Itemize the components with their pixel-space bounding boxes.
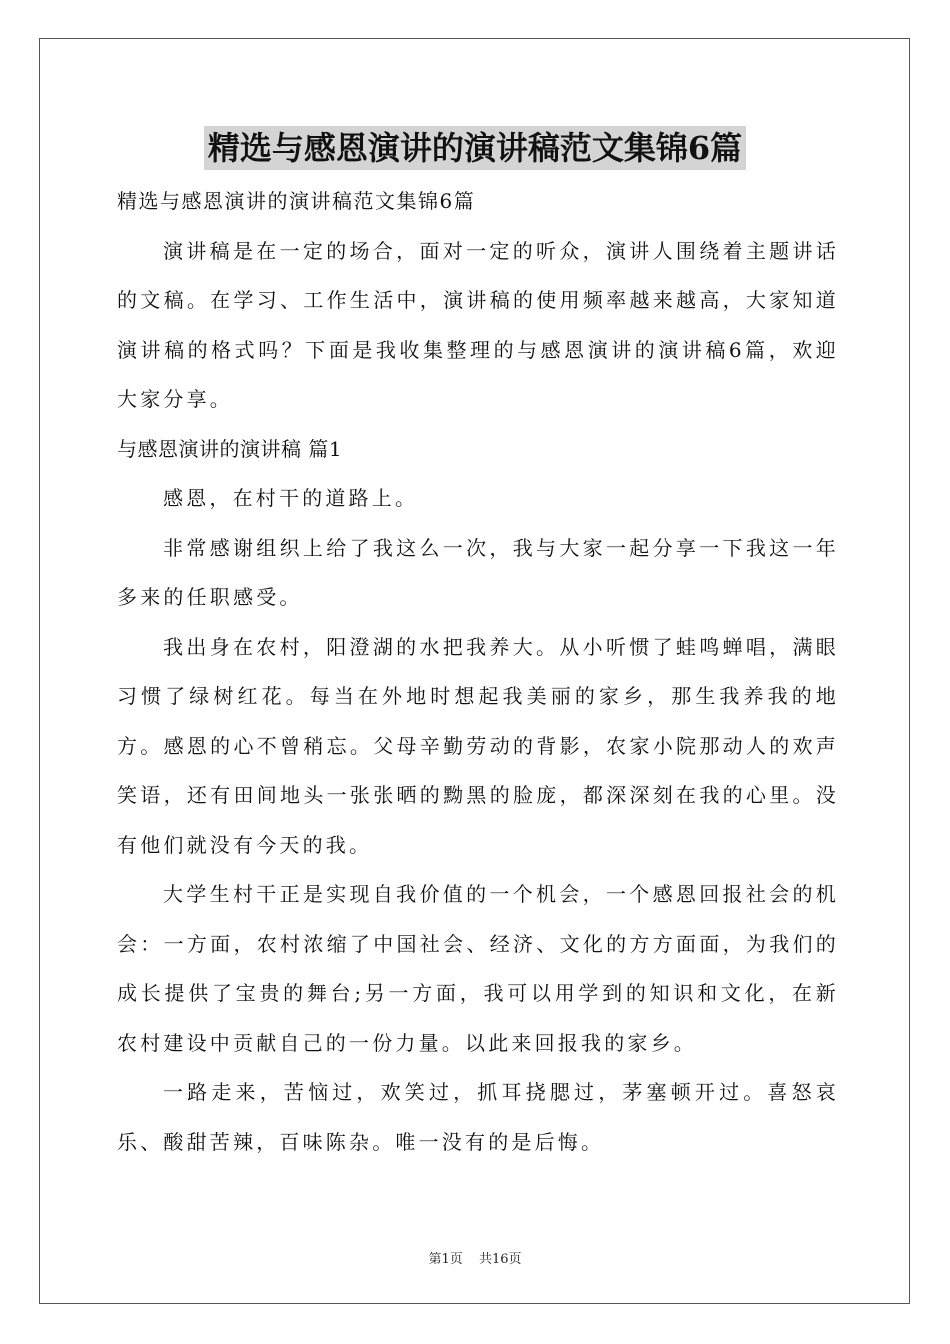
body-paragraph: 我出身在农村，阳澄湖的水把我养大。从小听惯了蛙鸣蝉唱，满眼习惯了绿树红花。每当在外地时想起我美丽的家乡，那生我养我的地方。感恩的心不曾稍忘。父母辛勤劳动的背影，农家小院那动人的欢声笑语，还有田间地头一张张晒的黝黑的脸庞，都深深刻在我的心里。没有他们就没有今天的我。 (117, 634, 839, 857)
page-number: 第1页 (428, 1252, 463, 1267)
page-footer (0, 1248, 950, 1267)
body-paragraph: 大学生村干正是实现自我价值的一个机会，一个感恩回报社会的机会：一方面，农村浓缩了中国社会、经济、文化的方方面面，为我们的成长提供了宝贵的舞台;另一方面，我可以用学到的知识和文化，在新农村建设中贡献自己的一份力量。以此来回报我的家乡。 (117, 882, 839, 1055)
document-title: 精选与感恩演讲的演讲稿范文集锦6篇 (204, 126, 746, 170)
document-subtitle: 精选与感恩演讲的演讲稿范文集锦6篇 (117, 189, 476, 213)
body-paragraph: 一路走来，苦恼过，欢笑过，抓耳挠腮过，茅塞顿开过。喜怒哀乐、酸甜苦辣，百味陈杂。唯一没有的是后悔。 (117, 1080, 839, 1154)
page-total: 共16页 (478, 1252, 522, 1267)
title-container (0, 126, 950, 170)
intro-paragraph: 演讲稿是在一定的场合，面对一定的听众，演讲人围绕着主题讲话的文稿。在学习、工作生活中，演讲稿的使用频率越来越高，大家知道演讲稿的格式吗？下面是我收集整理的与感恩演讲的演讲稿6篇，欢迎大家分享。 (117, 238, 839, 411)
document-body (117, 177, 839, 1167)
section-heading: 与感恩演讲的演讲稿 篇1 (117, 436, 343, 461)
body-paragraph: 感恩，在村干的道路上。 (163, 486, 419, 510)
body-paragraph: 非常感谢组织上给了我这么一次，我与大家一起分享一下我这一年多来的任职感受。 (117, 535, 839, 609)
